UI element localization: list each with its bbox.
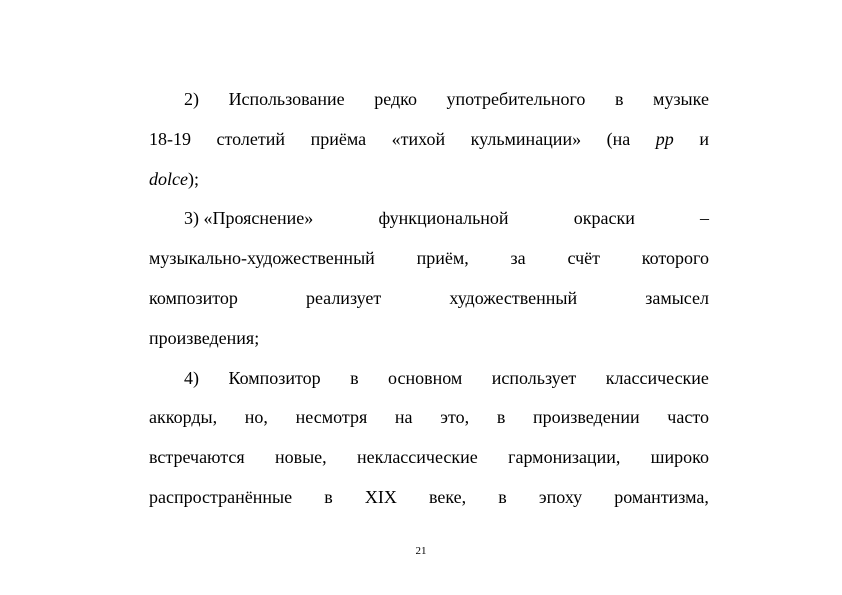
- body-text: [149, 80, 709, 518]
- paragraph-3-line-1: 3) «Прояснение» функциональной окраски –: [184, 208, 709, 229]
- paragraph-4-line-4: распространённые в XIX веке, в эпоху романтизма,: [149, 486, 709, 507]
- page-number: 21: [415, 545, 427, 557]
- paragraph-4-line-2: аккорды, но, несмотря на это, в произведении часто: [149, 407, 709, 428]
- paragraph-3-line-4: произведения;: [149, 327, 260, 348]
- paragraph-2-line-1: 2) Использование редко употребительного в музыке: [184, 89, 709, 109]
- paragraph-4-line-1: 4) Композитор в основном использует классические: [184, 367, 709, 388]
- paragraph-2-line-2: 18-19 столетий приёма «тихой кульминации» (на pp и: [149, 128, 709, 149]
- paragraph-3-line-2: музыкально-художественный приём, за счёт которого: [149, 248, 709, 269]
- paragraph-3-line-3: композитор реализует художественный замысел: [149, 287, 709, 308]
- paragraph-2-line-3: dolce);: [149, 168, 199, 189]
- paragraph-4-line-3: встречаются новые, неклассические гармонизации, широко: [149, 447, 709, 468]
